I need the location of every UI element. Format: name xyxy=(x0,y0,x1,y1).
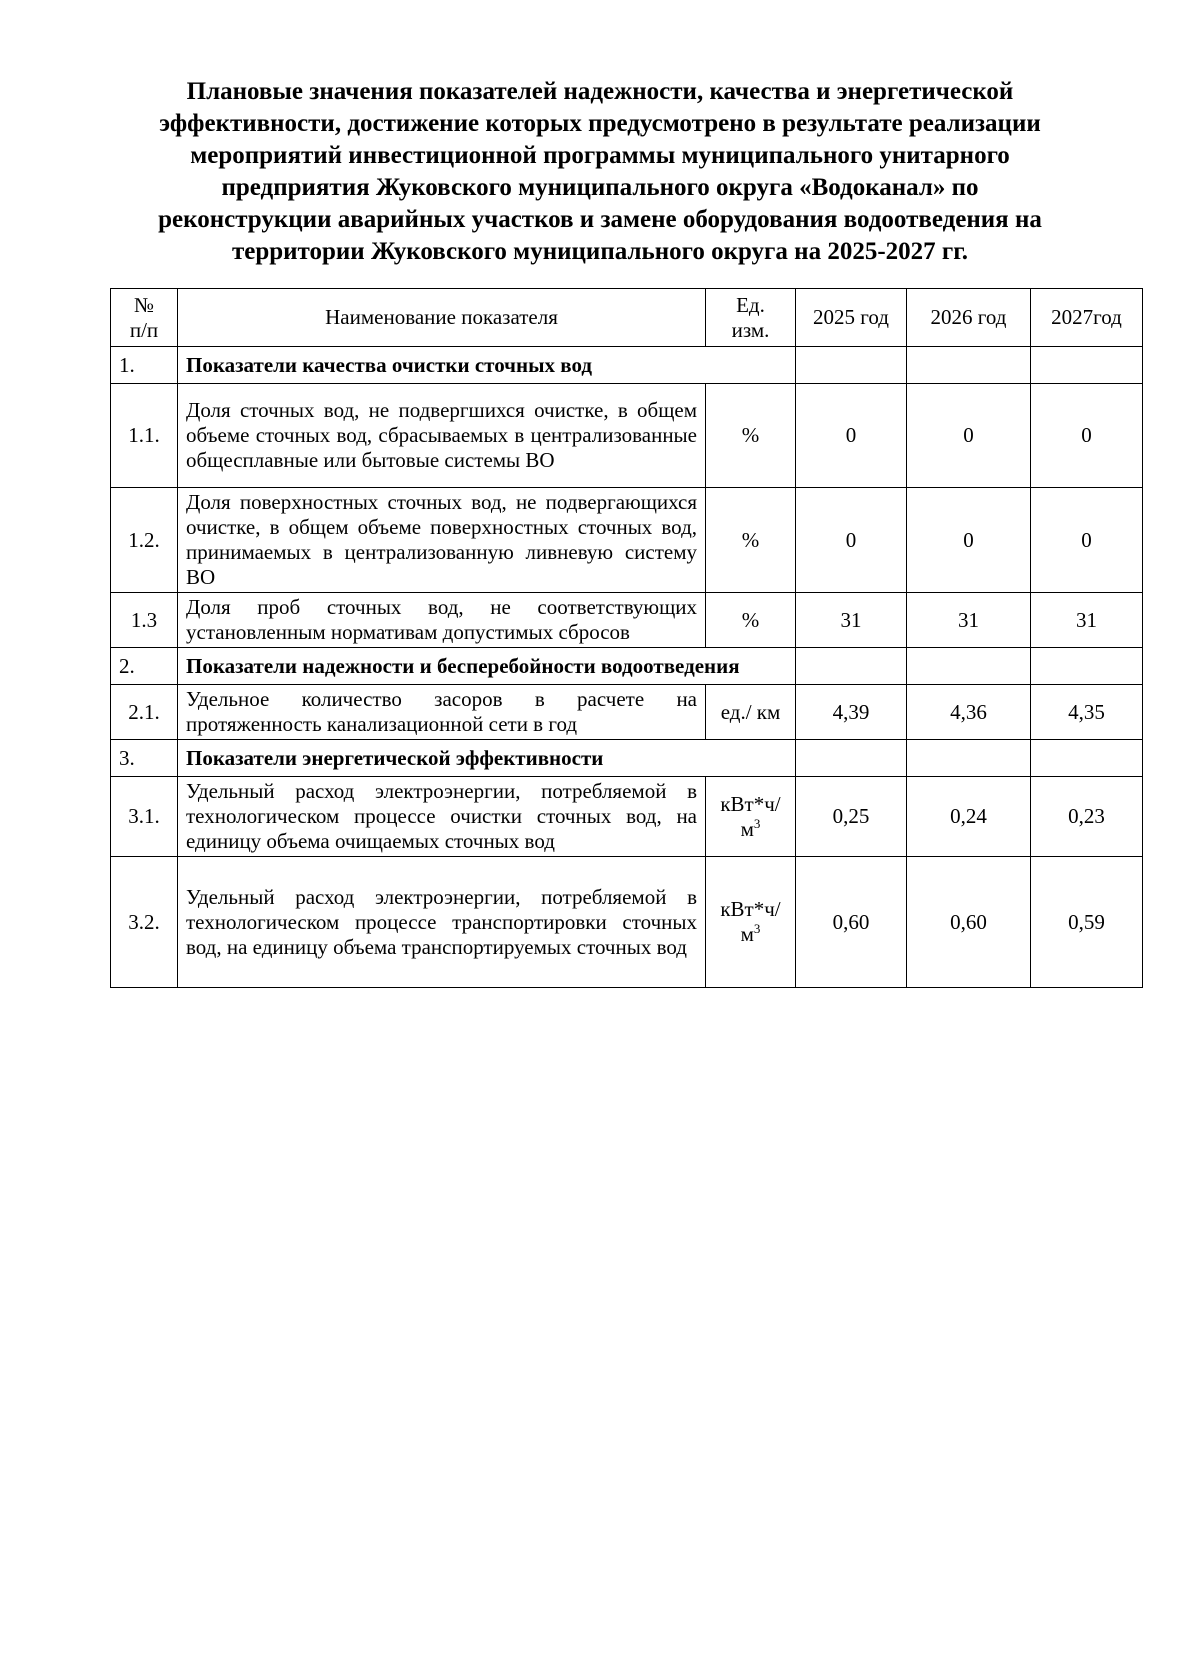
row-value-2027: 0 xyxy=(1031,384,1143,488)
row-value-2026: 4,36 xyxy=(907,685,1031,740)
title-line: мероприятий инвестиционной программы муниципального унитарного xyxy=(190,142,1010,169)
section-num: 3. xyxy=(111,740,178,777)
header-unit xyxy=(706,289,796,347)
section-row xyxy=(111,648,1143,685)
section-row xyxy=(111,740,1143,777)
unit-base: м xyxy=(740,922,754,946)
section-num: 2. xyxy=(111,648,178,685)
section-empty-cell xyxy=(907,347,1031,384)
row-value-2026: 0,24 xyxy=(907,777,1031,857)
row-unit: ед./ км xyxy=(706,685,796,740)
row-value-2026: 0 xyxy=(907,488,1031,593)
table-row xyxy=(111,488,1143,593)
row-value-2026: 0 xyxy=(907,384,1031,488)
unit-exponent: 3 xyxy=(753,815,761,831)
table-row xyxy=(111,777,1143,857)
header-num-line1: № xyxy=(133,292,155,317)
header-num xyxy=(111,289,178,347)
unit-exponent: 3 xyxy=(753,921,761,936)
header-2026: 2026 год xyxy=(907,289,1031,347)
row-num: 2.1. xyxy=(111,685,178,740)
row-value-2027: 0,59 xyxy=(1031,857,1143,988)
row-num: 3.1. xyxy=(111,777,178,857)
table-row xyxy=(111,685,1143,740)
row-value-2025: 31 xyxy=(796,593,907,648)
header-2027: 2027год xyxy=(1031,289,1143,347)
row-value-2027: 31 xyxy=(1031,593,1143,648)
row-unit xyxy=(706,777,796,857)
table-header-row xyxy=(111,289,1143,347)
section-num: 1. xyxy=(111,347,178,384)
section-empty-cell xyxy=(907,740,1031,777)
section-empty-cell xyxy=(1031,740,1143,777)
section-empty-cell xyxy=(907,648,1031,685)
header-unit-line2: изм. xyxy=(731,317,770,342)
row-unit xyxy=(706,857,796,988)
section-empty-cell xyxy=(706,740,796,777)
row-num: 1.1. xyxy=(111,384,178,488)
row-value-2025: 0 xyxy=(796,488,907,593)
unit-base: м xyxy=(740,816,754,841)
row-value-2027: 4,35 xyxy=(1031,685,1143,740)
title-line: эффективности, достижение которых предусмотрено в результате реализации xyxy=(159,110,1041,137)
section-title: Показатели энергетической эффективности xyxy=(178,740,706,777)
section-empty-cell xyxy=(796,347,907,384)
header-2025: 2025 год xyxy=(796,289,907,347)
row-name: Доля поверхностных сточных вод, не подвергающихся очистке, в общем объеме поверхностных сточных вод, принимаемых в централизованную ливневую систему ВО xyxy=(178,488,706,593)
table-row xyxy=(111,384,1143,488)
indicators-table xyxy=(110,288,1143,988)
section-empty-cell xyxy=(706,347,796,384)
table-row xyxy=(111,857,1143,988)
section-empty-cell xyxy=(1031,648,1143,685)
title-line: предприятия Жуковского муниципального округа «Водоканал» по xyxy=(221,174,979,201)
row-name: Доля сточных вод, не подвергшихся очистке, в общем объеме сточных вод, сбрасываемых в централизованные общесплавные или бытовые системы ВО xyxy=(178,384,706,488)
title-line: реконструкции аварийных участков и замене оборудования водоотведения на xyxy=(158,206,1042,233)
section-empty-cell xyxy=(796,740,907,777)
title-line: Плановые значения показателей надежности, качества и энергетической xyxy=(186,78,1014,105)
section-empty-cell xyxy=(796,648,907,685)
section-row xyxy=(111,347,1143,384)
row-value-2025: 0,25 xyxy=(796,777,907,857)
header-unit-line1: Ед. xyxy=(736,292,765,317)
unit-main: кВт*ч/ xyxy=(720,791,781,816)
header-num-line2: п/п xyxy=(129,317,159,342)
row-name: Удельное количество засоров в расчете на протяженность канализационной сети в год xyxy=(178,685,706,740)
header-name: Наименование показателя xyxy=(178,289,706,347)
row-unit: % xyxy=(706,488,796,593)
row-value-2025: 4,39 xyxy=(796,685,907,740)
row-num: 3.2. xyxy=(111,857,178,988)
row-value-2026: 31 xyxy=(907,593,1031,648)
row-value-2025: 0,60 xyxy=(796,857,907,988)
row-value-2025: 0 xyxy=(796,384,907,488)
row-num: 1.2. xyxy=(111,488,178,593)
row-num: 1.3 xyxy=(111,593,178,648)
unit-main: кВт*ч/ xyxy=(720,897,781,921)
row-name: Доля проб сточных вод, не соответствующих установленным нормативам допустимых сбросов xyxy=(178,593,706,648)
section-title: Показатели качества очистки сточных вод xyxy=(178,347,706,384)
page-title xyxy=(100,76,1100,268)
row-unit: % xyxy=(706,384,796,488)
row-name: Удельный расход электроэнергии, потребляемой в технологическом процессе транспортировки сточных вод, на единицу объема транспортируемых сточных вод xyxy=(178,857,706,988)
row-value-2026: 0,60 xyxy=(907,857,1031,988)
row-value-2027: 0,23 xyxy=(1031,777,1143,857)
row-name: Удельный расход электроэнергии, потребляемой в технологическом процессе очистки сточных вод, на единицу объема очищаемых сточных вод xyxy=(178,777,706,857)
row-unit: % xyxy=(706,593,796,648)
row-value-2027: 0 xyxy=(1031,488,1143,593)
title-line: территории Жуковского муниципального округа на 2025-2027 гг. xyxy=(231,238,969,265)
section-title: Показатели надежности и бесперебойности водоотведения xyxy=(178,648,706,685)
section-empty-cell xyxy=(1031,347,1143,384)
table-row xyxy=(111,593,1143,648)
